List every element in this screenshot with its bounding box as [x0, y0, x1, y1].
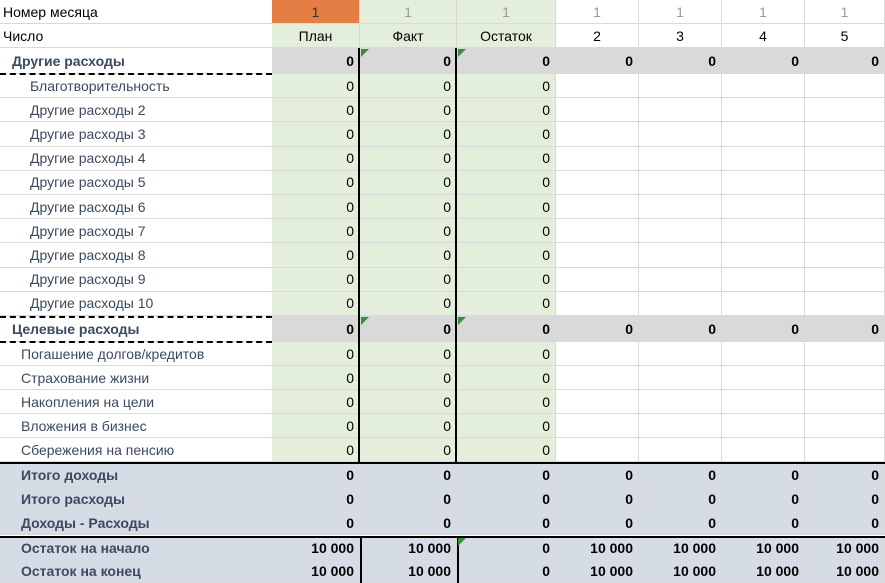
target-item-row-m2-cell[interactable] — [556, 342, 639, 366]
other-item-row-label[interactable]: Другие расходы 4 — [0, 147, 272, 171]
target-item-row — [0, 438, 885, 462]
other-item-row-fact-cell[interactable]: 0 — [360, 74, 457, 98]
totals-row-m4-cell[interactable]: 0 — [722, 511, 805, 535]
other-item-row-m3-cell[interactable] — [639, 219, 722, 243]
other-item-row-m4-cell[interactable] — [722, 147, 805, 171]
target-item-row-plan-cell[interactable]: 0 — [272, 366, 360, 390]
target-item-row-m2-cell[interactable] — [556, 390, 639, 414]
target-item-row-ostatok-cell[interactable]: 0 — [457, 438, 556, 462]
other-item-row-plan-cell[interactable]: 0 — [272, 74, 360, 98]
balance-row-ostatok-cell[interactable]: 0 — [457, 537, 556, 560]
other-item-row-fact-cell[interactable]: 0 — [360, 98, 457, 122]
balance-row — [0, 537, 885, 560]
totals-row-m5-cell[interactable]: 0 — [805, 463, 885, 487]
target-item-row-fact-cell[interactable]: 0 — [360, 438, 457, 462]
balance-row-ostatok-cell[interactable]: 0 — [457, 560, 556, 583]
target-item-row-m4-cell[interactable] — [722, 390, 805, 414]
target-item-row-m3-cell[interactable] — [639, 366, 722, 390]
other-item-row-m3-cell[interactable] — [639, 98, 722, 122]
header-month-row-ostatok-cell[interactable]: 1 — [457, 0, 556, 24]
other-item-row-m3-cell[interactable] — [639, 74, 722, 98]
section-other-title-m4-cell[interactable]: 0 — [722, 48, 805, 74]
totals-row-ostatok-cell[interactable]: 0 — [457, 487, 556, 511]
other-item-row-m2-cell[interactable] — [556, 219, 639, 243]
header-number-row-m4-cell[interactable]: 4 — [722, 24, 805, 48]
other-item-row-m5-cell[interactable] — [805, 243, 885, 267]
dashed-separator — [0, 341, 272, 343]
other-item-row-plan-cell[interactable]: 0 — [272, 122, 360, 146]
totals-row-m3-cell[interactable]: 0 — [639, 463, 722, 487]
totals-row-m3-cell[interactable]: 0 — [639, 511, 722, 535]
totals-row-m4-cell[interactable]: 0 — [722, 487, 805, 511]
balance-row-plan-cell[interactable]: 10 000 — [272, 537, 360, 560]
other-item-row-m2-cell[interactable] — [556, 292, 639, 316]
header-month-row — [0, 0, 885, 24]
balance-row-m3-cell[interactable]: 10 000 — [639, 560, 722, 583]
balance-row-m2-cell[interactable]: 10 000 — [556, 560, 639, 583]
totals-row-label[interactable]: Итого расходы — [0, 487, 272, 511]
other-item-row-m3-cell[interactable] — [639, 147, 722, 171]
other-item-row-m5-cell[interactable] — [805, 195, 885, 219]
target-item-row-ostatok-cell[interactable]: 0 — [457, 414, 556, 438]
target-item-row — [0, 414, 885, 438]
column-border-line — [358, 48, 360, 463]
header-number-row-label[interactable]: Число — [0, 24, 272, 48]
other-item-row-ostatok-cell[interactable]: 0 — [457, 268, 556, 292]
totals-row-fact-cell[interactable]: 0 — [360, 487, 457, 511]
other-item-row-ostatok-cell[interactable]: 0 — [457, 122, 556, 146]
section-target-title-m4-cell[interactable]: 0 — [722, 316, 805, 342]
totals-row-label[interactable]: Итого доходы — [0, 463, 272, 487]
other-item-row-label[interactable]: Другие расходы 7 — [0, 219, 272, 243]
other-item-row-m5-cell[interactable] — [805, 219, 885, 243]
totals-row-m4-cell[interactable]: 0 — [722, 463, 805, 487]
section-other-title-m3-cell[interactable]: 0 — [639, 48, 722, 74]
target-item-row-label[interactable]: Вложения в бизнес — [0, 414, 272, 438]
totals-row-m3-cell[interactable]: 0 — [639, 487, 722, 511]
totals-row-label[interactable]: Доходы - Расходы — [0, 511, 272, 535]
other-item-row-m2-cell[interactable] — [556, 147, 639, 171]
target-item-row-fact-cell[interactable]: 0 — [360, 366, 457, 390]
target-item-row-m4-cell[interactable] — [722, 342, 805, 366]
other-item-row-m3-cell[interactable] — [639, 171, 722, 195]
target-item-row-label[interactable]: Сбережения на пенсию — [0, 438, 272, 462]
section-target-title-m2-cell[interactable]: 0 — [556, 316, 639, 342]
section-target-title-fact-cell[interactable]: 0 — [360, 316, 457, 342]
other-item-row-fact-cell[interactable]: 0 — [360, 219, 457, 243]
header-number-row-m5-cell[interactable]: 5 — [805, 24, 885, 48]
column-border-line — [360, 537, 362, 583]
target-item-row — [0, 390, 885, 414]
header-number-row — [0, 24, 885, 48]
target-item-row-m5-cell[interactable] — [805, 438, 885, 462]
header-month-row-m4-cell[interactable]: 1 — [722, 0, 805, 24]
header-month-row-plan-cell[interactable]: 1 — [272, 0, 360, 24]
other-item-row-m5-cell[interactable] — [805, 98, 885, 122]
other-item-row-fact-cell[interactable]: 0 — [360, 195, 457, 219]
other-item-row-ostatok-cell[interactable]: 0 — [457, 219, 556, 243]
other-item-row-m5-cell[interactable] — [805, 171, 885, 195]
target-item-row-m4-cell[interactable] — [722, 366, 805, 390]
other-item-row-fact-cell[interactable]: 0 — [360, 243, 457, 267]
other-item-row-ostatok-cell[interactable]: 0 — [457, 292, 556, 316]
section-other-title-ostatok-cell[interactable]: 0 — [457, 48, 556, 74]
header-number-row-m3-cell[interactable]: 3 — [639, 24, 722, 48]
comment-marker-icon — [458, 317, 466, 325]
target-item-row-label[interactable]: Страхование жизни — [0, 366, 272, 390]
other-item-row-m2-cell[interactable] — [556, 98, 639, 122]
target-item-row-m3-cell[interactable] — [639, 438, 722, 462]
target-item-row-plan-cell[interactable]: 0 — [272, 342, 360, 366]
comment-marker-icon — [361, 317, 369, 325]
other-item-row-ostatok-cell[interactable]: 0 — [457, 98, 556, 122]
section-other-title-m5-cell[interactable]: 0 — [805, 48, 885, 74]
other-item-row — [0, 98, 885, 122]
other-item-row-m5-cell[interactable] — [805, 268, 885, 292]
other-item-row-m3-cell[interactable] — [639, 243, 722, 267]
other-item-row — [0, 147, 885, 171]
section-border-line — [0, 462, 885, 464]
dashed-separator — [0, 73, 272, 75]
balance-row-m2-cell[interactable]: 10 000 — [556, 537, 639, 560]
other-item-row-m2-cell[interactable] — [556, 171, 639, 195]
totals-row-ostatok-cell[interactable]: 0 — [457, 511, 556, 535]
section-other-title-label[interactable]: Другие расходы — [0, 48, 272, 74]
other-item-row-label[interactable]: Другие расходы 3 — [0, 122, 272, 146]
column-border-line — [455, 48, 457, 463]
other-item-row-m3-cell[interactable] — [639, 195, 722, 219]
other-item-row-fact-cell[interactable]: 0 — [360, 147, 457, 171]
target-item-row-fact-cell[interactable]: 0 — [360, 342, 457, 366]
totals-row-m5-cell[interactable]: 0 — [805, 511, 885, 535]
other-item-row-m2-cell[interactable] — [556, 122, 639, 146]
balance-row-m5-cell[interactable]: 10 000 — [805, 560, 885, 583]
totals-row-plan-cell[interactable]: 0 — [272, 511, 360, 535]
other-item-row-label[interactable]: Другие расходы 5 — [0, 171, 272, 195]
other-item-row-m5-cell[interactable] — [805, 74, 885, 98]
target-item-row-ostatok-cell[interactable]: 0 — [457, 342, 556, 366]
target-item-row-fact-cell[interactable]: 0 — [360, 414, 457, 438]
target-item-row-fact-cell[interactable]: 0 — [360, 390, 457, 414]
other-item-row-m2-cell[interactable] — [556, 243, 639, 267]
other-item-row-m4-cell[interactable] — [722, 292, 805, 316]
totals-row-m2-cell[interactable]: 0 — [556, 487, 639, 511]
other-item-row-plan-cell[interactable]: 0 — [272, 292, 360, 316]
totals-row — [0, 463, 885, 487]
totals-row — [0, 487, 885, 511]
comment-marker-icon — [361, 49, 369, 57]
other-item-row-m4-cell[interactable] — [722, 122, 805, 146]
comment-marker-icon — [458, 49, 466, 57]
target-item-row-ostatok-cell[interactable]: 0 — [457, 366, 556, 390]
other-item-row-m3-cell[interactable] — [639, 268, 722, 292]
other-item-row — [0, 243, 885, 267]
section-other-title-plan-cell[interactable]: 0 — [272, 48, 360, 74]
other-item-row — [0, 292, 885, 316]
header-month-row-m5-cell[interactable]: 1 — [805, 0, 885, 24]
totals-row-ostatok-cell[interactable]: 0 — [457, 463, 556, 487]
header-number-row-ostatok-cell[interactable]: Остаток — [457, 24, 556, 48]
target-item-row-plan-cell[interactable]: 0 — [272, 414, 360, 438]
other-item-row-ostatok-cell[interactable]: 0 — [457, 195, 556, 219]
section-target-title-ostatok-cell[interactable]: 0 — [457, 316, 556, 342]
other-item-row-label[interactable]: Другие расходы 6 — [0, 195, 272, 219]
totals-row-fact-cell[interactable]: 0 — [360, 511, 457, 535]
other-item-row-label[interactable]: Благотворительность — [0, 74, 272, 98]
totals-row-m5-cell[interactable]: 0 — [805, 487, 885, 511]
header-number-row-fact-cell[interactable]: Факт — [360, 24, 457, 48]
target-item-row-m3-cell[interactable] — [639, 414, 722, 438]
other-item-row — [0, 219, 885, 243]
section-other-title-m2-cell[interactable]: 0 — [556, 48, 639, 74]
other-item-row-plan-cell[interactable]: 0 — [272, 98, 360, 122]
other-item-row — [0, 268, 885, 292]
balance-row-label[interactable]: Остаток на конец — [0, 560, 272, 583]
other-item-row-m3-cell[interactable] — [639, 122, 722, 146]
target-item-row-label[interactable]: Погашение долгов/кредитов — [0, 342, 272, 366]
section-other-title — [0, 48, 885, 74]
other-item-row-plan-cell[interactable]: 0 — [272, 219, 360, 243]
balance-row-plan-cell[interactable]: 10 000 — [272, 560, 360, 583]
other-item-row-label[interactable]: Другие расходы 8 — [0, 243, 272, 267]
other-item-row-m5-cell[interactable] — [805, 122, 885, 146]
other-item-row-plan-cell[interactable]: 0 — [272, 195, 360, 219]
other-item-row-m4-cell[interactable] — [722, 98, 805, 122]
balance-row-m4-cell[interactable]: 10 000 — [722, 560, 805, 583]
target-item-row-plan-cell[interactable]: 0 — [272, 438, 360, 462]
other-item-row-m3-cell[interactable] — [639, 292, 722, 316]
other-item-row-m4-cell[interactable] — [722, 219, 805, 243]
balance-row-m3-cell[interactable]: 10 000 — [639, 537, 722, 560]
other-item-row-ostatok-cell[interactable]: 0 — [457, 243, 556, 267]
balance-row-label[interactable]: Остаток на начало — [0, 537, 272, 560]
totals-row-m2-cell[interactable]: 0 — [556, 463, 639, 487]
other-item-row-fact-cell[interactable]: 0 — [360, 292, 457, 316]
other-item-row-plan-cell[interactable]: 0 — [272, 243, 360, 267]
target-item-row-m5-cell[interactable] — [805, 414, 885, 438]
target-item-row-m4-cell[interactable] — [722, 438, 805, 462]
balance-row — [0, 560, 885, 583]
totals-row-plan-cell[interactable]: 0 — [272, 487, 360, 511]
section-target-title — [0, 316, 885, 342]
other-item-row-ostatok-cell[interactable]: 0 — [457, 147, 556, 171]
target-item-row-m3-cell[interactable] — [639, 390, 722, 414]
totals-row — [0, 511, 885, 535]
target-item-row-plan-cell[interactable]: 0 — [272, 390, 360, 414]
section-border-line — [0, 536, 885, 538]
other-item-row-fact-cell[interactable]: 0 — [360, 122, 457, 146]
header-month-row-fact-cell[interactable]: 1 — [360, 0, 457, 24]
header-month-row-m2-cell[interactable]: 1 — [556, 0, 639, 24]
section-other-title-fact-cell[interactable]: 0 — [360, 48, 457, 74]
target-item-row-m5-cell[interactable] — [805, 366, 885, 390]
target-item-row-m3-cell[interactable] — [639, 342, 722, 366]
header-number-row-m2-cell[interactable]: 2 — [556, 24, 639, 48]
other-item-row-m5-cell[interactable] — [805, 292, 885, 316]
header-number-row-plan-cell[interactable]: План — [272, 24, 360, 48]
other-item-row-label[interactable]: Другие расходы 10 — [0, 292, 272, 316]
target-item-row-label[interactable]: Накопления на цели — [0, 390, 272, 414]
other-item-row-plan-cell[interactable]: 0 — [272, 147, 360, 171]
other-item-row-ostatok-cell[interactable]: 0 — [457, 74, 556, 98]
balance-row-fact-cell[interactable]: 10 000 — [360, 537, 457, 560]
header-month-row-m3-cell[interactable]: 1 — [639, 0, 722, 24]
other-item-row-label[interactable]: Другие расходы 2 — [0, 98, 272, 122]
other-item-row — [0, 122, 885, 146]
target-item-row-m5-cell[interactable] — [805, 342, 885, 366]
other-item-row-fact-cell[interactable]: 0 — [360, 268, 457, 292]
other-item-row-m4-cell[interactable] — [722, 195, 805, 219]
totals-row-fact-cell[interactable]: 0 — [360, 463, 457, 487]
other-item-row-plan-cell[interactable]: 0 — [272, 268, 360, 292]
other-item-row-ostatok-cell[interactable]: 0 — [457, 171, 556, 195]
balance-row-fact-cell[interactable]: 10 000 — [360, 560, 457, 583]
target-item-row-m4-cell[interactable] — [722, 414, 805, 438]
other-item-row-m2-cell[interactable] — [556, 74, 639, 98]
target-item-row — [0, 366, 885, 390]
other-item-row-m5-cell[interactable] — [805, 147, 885, 171]
target-item-row — [0, 342, 885, 366]
other-item-row-m2-cell[interactable] — [556, 268, 639, 292]
header-month-row-label[interactable]: Номер месяца — [0, 0, 272, 24]
target-item-row-ostatok-cell[interactable]: 0 — [457, 390, 556, 414]
section-target-title-plan-cell[interactable]: 0 — [272, 316, 360, 342]
other-item-row-m4-cell[interactable] — [722, 74, 805, 98]
section-target-title-m3-cell[interactable]: 0 — [639, 316, 722, 342]
other-item-row-plan-cell[interactable]: 0 — [272, 171, 360, 195]
section-target-title-m5-cell[interactable]: 0 — [805, 316, 885, 342]
balance-row-m4-cell[interactable]: 10 000 — [722, 537, 805, 560]
target-item-row-m5-cell[interactable] — [805, 390, 885, 414]
other-item-row-label[interactable]: Другие расходы 9 — [0, 268, 272, 292]
totals-row-m2-cell[interactable]: 0 — [556, 511, 639, 535]
other-item-row — [0, 171, 885, 195]
other-item-row-m4-cell[interactable] — [722, 268, 805, 292]
dashed-separator — [0, 316, 272, 318]
target-item-row-m2-cell[interactable] — [556, 366, 639, 390]
comment-marker-icon — [458, 538, 466, 546]
target-item-row-m2-cell[interactable] — [556, 438, 639, 462]
other-item-row-m2-cell[interactable] — [556, 195, 639, 219]
other-item-row — [0, 74, 885, 98]
other-item-row-m4-cell[interactable] — [722, 243, 805, 267]
other-item-row-m4-cell[interactable] — [722, 171, 805, 195]
target-item-row-m2-cell[interactable] — [556, 414, 639, 438]
other-item-row-fact-cell[interactable]: 0 — [360, 171, 457, 195]
totals-row-plan-cell[interactable]: 0 — [272, 463, 360, 487]
balance-row-m5-cell[interactable]: 10 000 — [805, 537, 885, 560]
section-target-title-label[interactable]: Целевые расходы — [0, 316, 272, 342]
other-item-row — [0, 195, 885, 219]
